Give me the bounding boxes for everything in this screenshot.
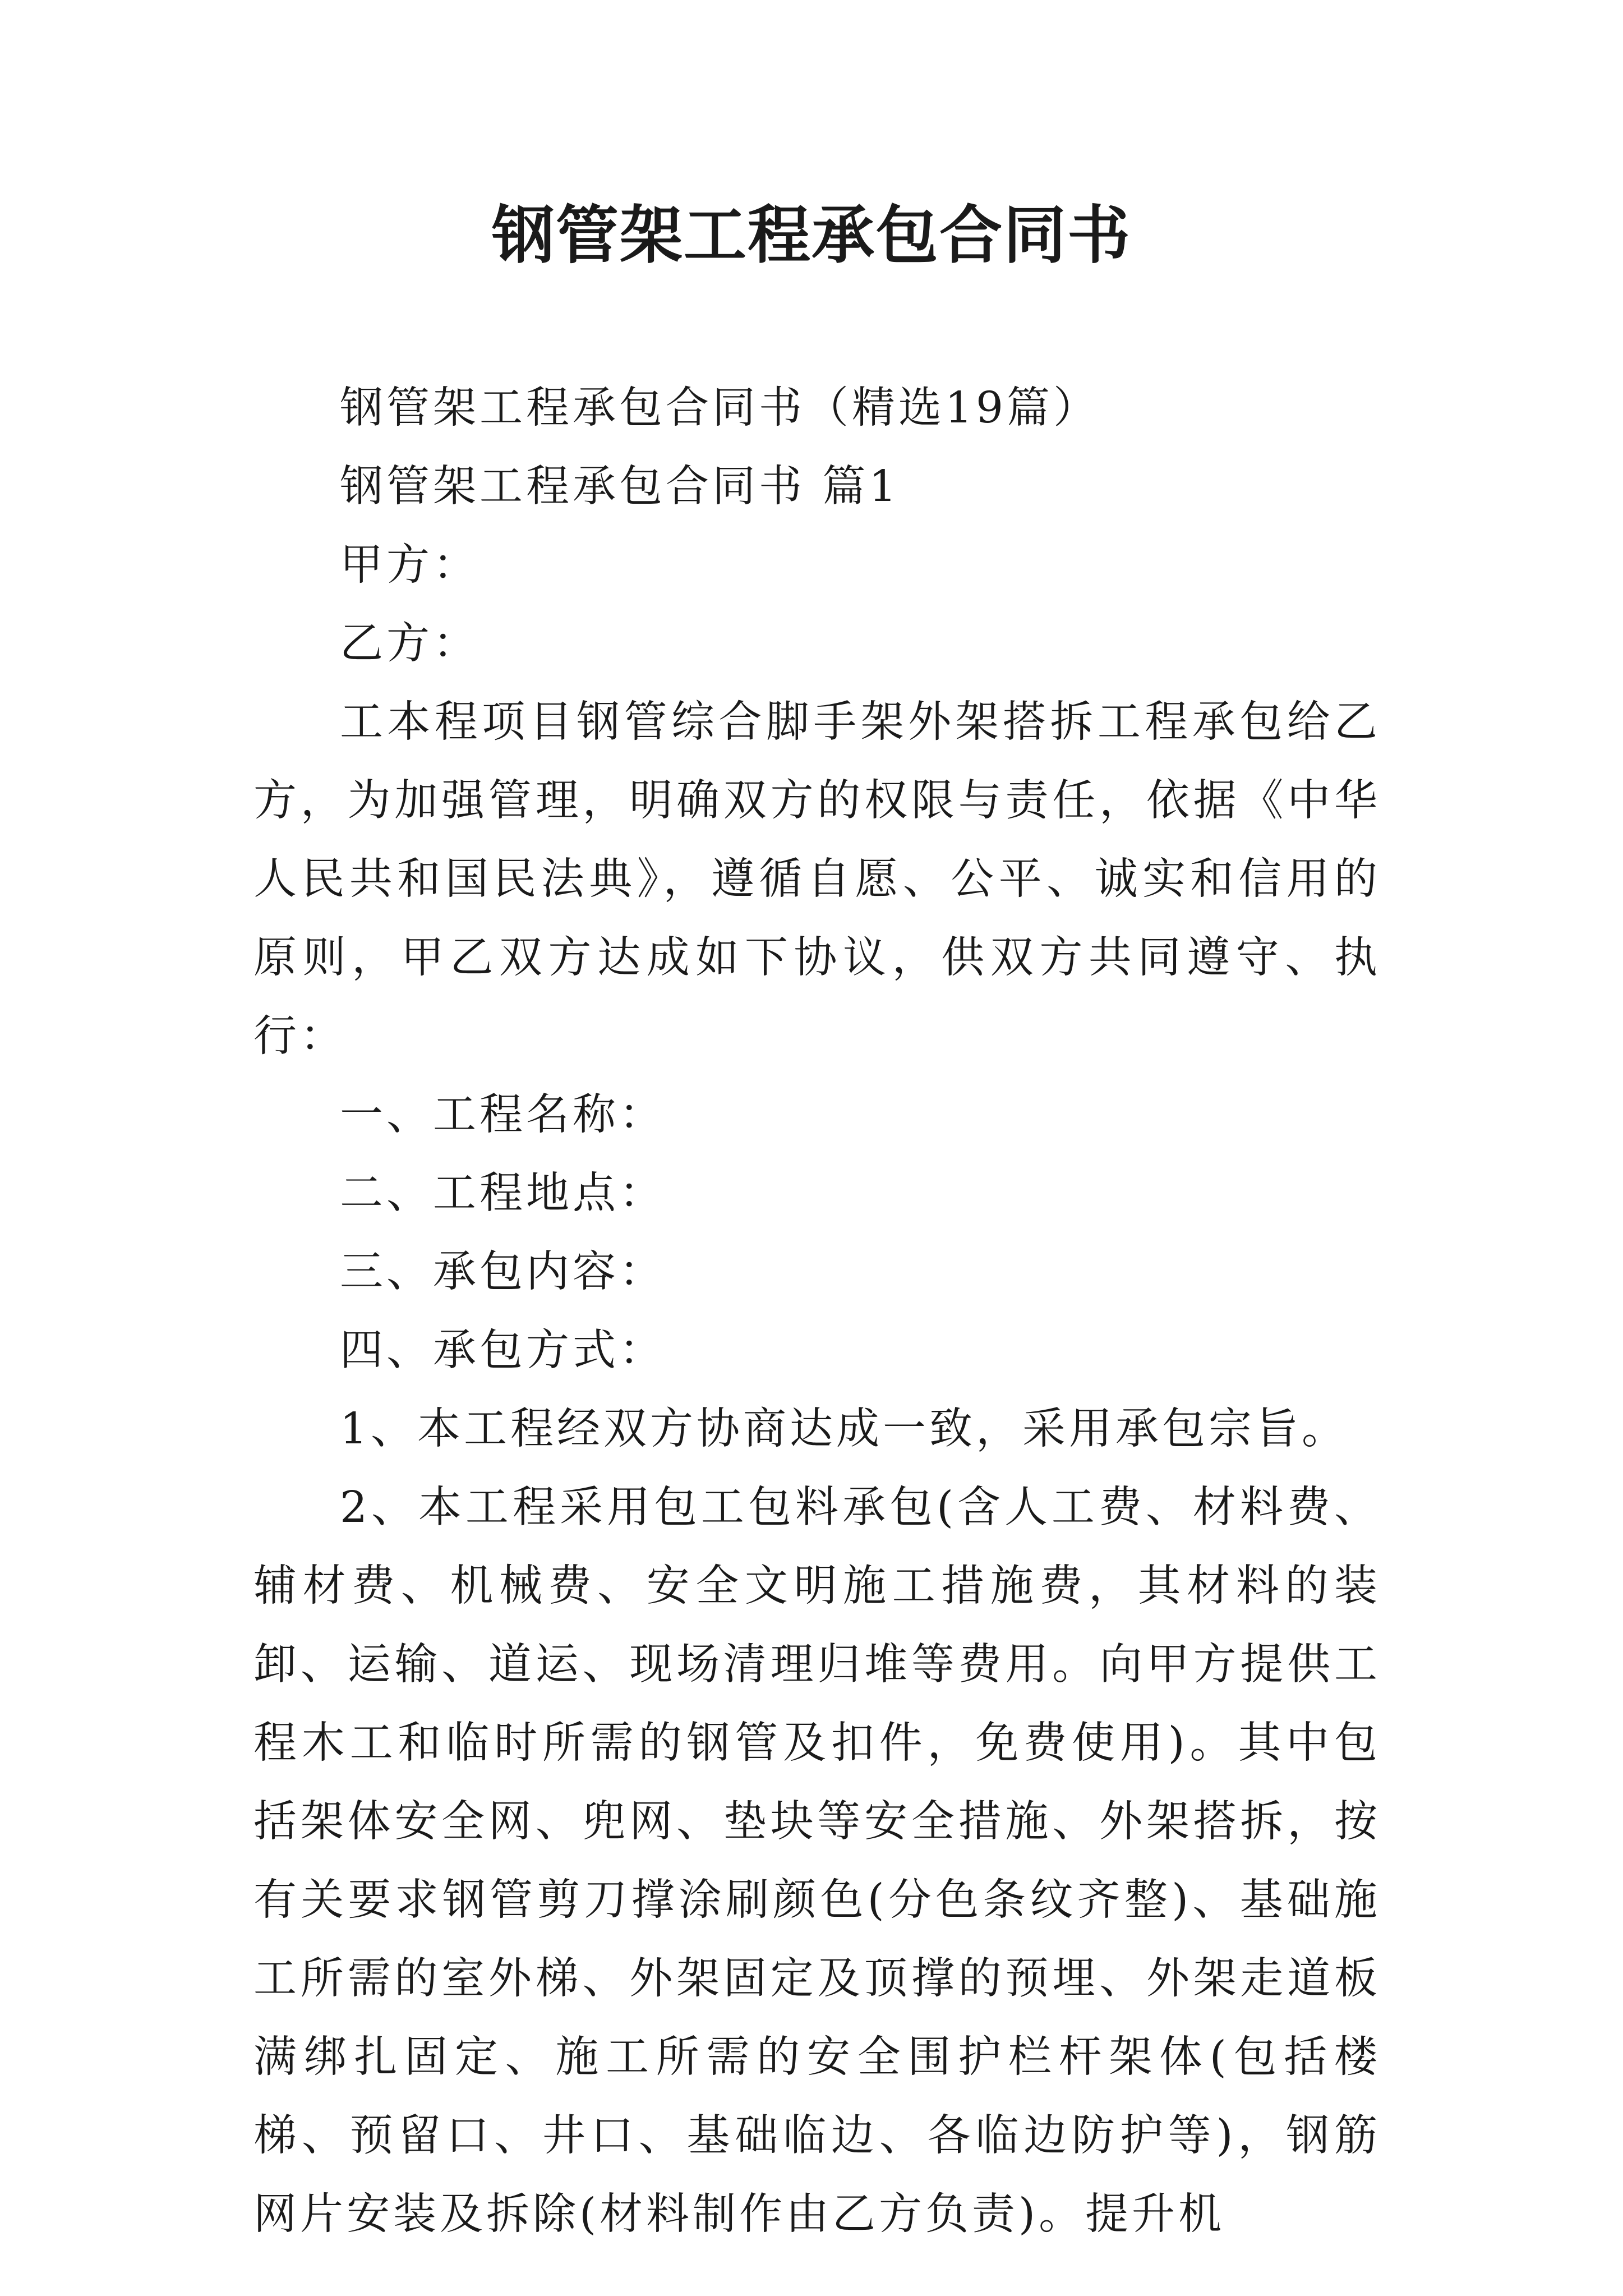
subtitle-paragraph: 钢管架工程承包合同书（精选19篇） — [340, 383, 1100, 433]
document-body — [253, 369, 1381, 2254]
clause-project-name: 一、工程名称： — [340, 1090, 666, 1140]
clause-project-location: 二、工程地点： — [340, 1168, 666, 1218]
clause-contract-method: 四、承包方式： — [340, 1326, 666, 1375]
clause-item-2: 2、本工程采用包工包料承包(含人工费、材料费、辅材费、机械费、安全文明施工措施费，其材料的装卸、运输、道运、现场清理归堆等费用。向甲方提供工程木工和临时所需的钢管及扣件，免费使用)。其中包括架体安全网、兜网、垫块等安全措施、外架搭拆，按有关要求钢管剪刀撑涂刷颜色(分色条纹齐整)、基础施工所需的室外梯、外架固定及顶撑的预埋、外架走道板满绑扎固定、施工所需的安全围护栏杆架体(包括楼梯、预留口、井口、基础临边、各临边防护等)，钢筋网片安装及拆除(材料制作由乙方负责)。提升机 — [253, 1483, 1381, 2239]
clause-contract-content: 三、承包内容： — [340, 1247, 666, 1297]
section-heading: 钢管架工程承包合同书 篇1 — [340, 462, 900, 512]
clause-item-1: 1、本工程经双方协商达成一致，采用承包宗旨。 — [340, 1404, 1348, 1454]
document-title: 钢管架工程承包合同书 — [492, 199, 1131, 272]
party-a-line: 甲方： — [340, 540, 479, 590]
party-b-line: 乙方： — [340, 619, 479, 669]
intro-paragraph: 工本程项目钢管综合脚手架外架搭拆工程承包给乙方，为加强管理，明确双方的权限与责任，依据《中华人民共和国民法典》，遵循自愿、公平、诚实和信用的原则，甲乙双方达成如下协议，供双方共同遵守、执行： — [253, 697, 1381, 1061]
